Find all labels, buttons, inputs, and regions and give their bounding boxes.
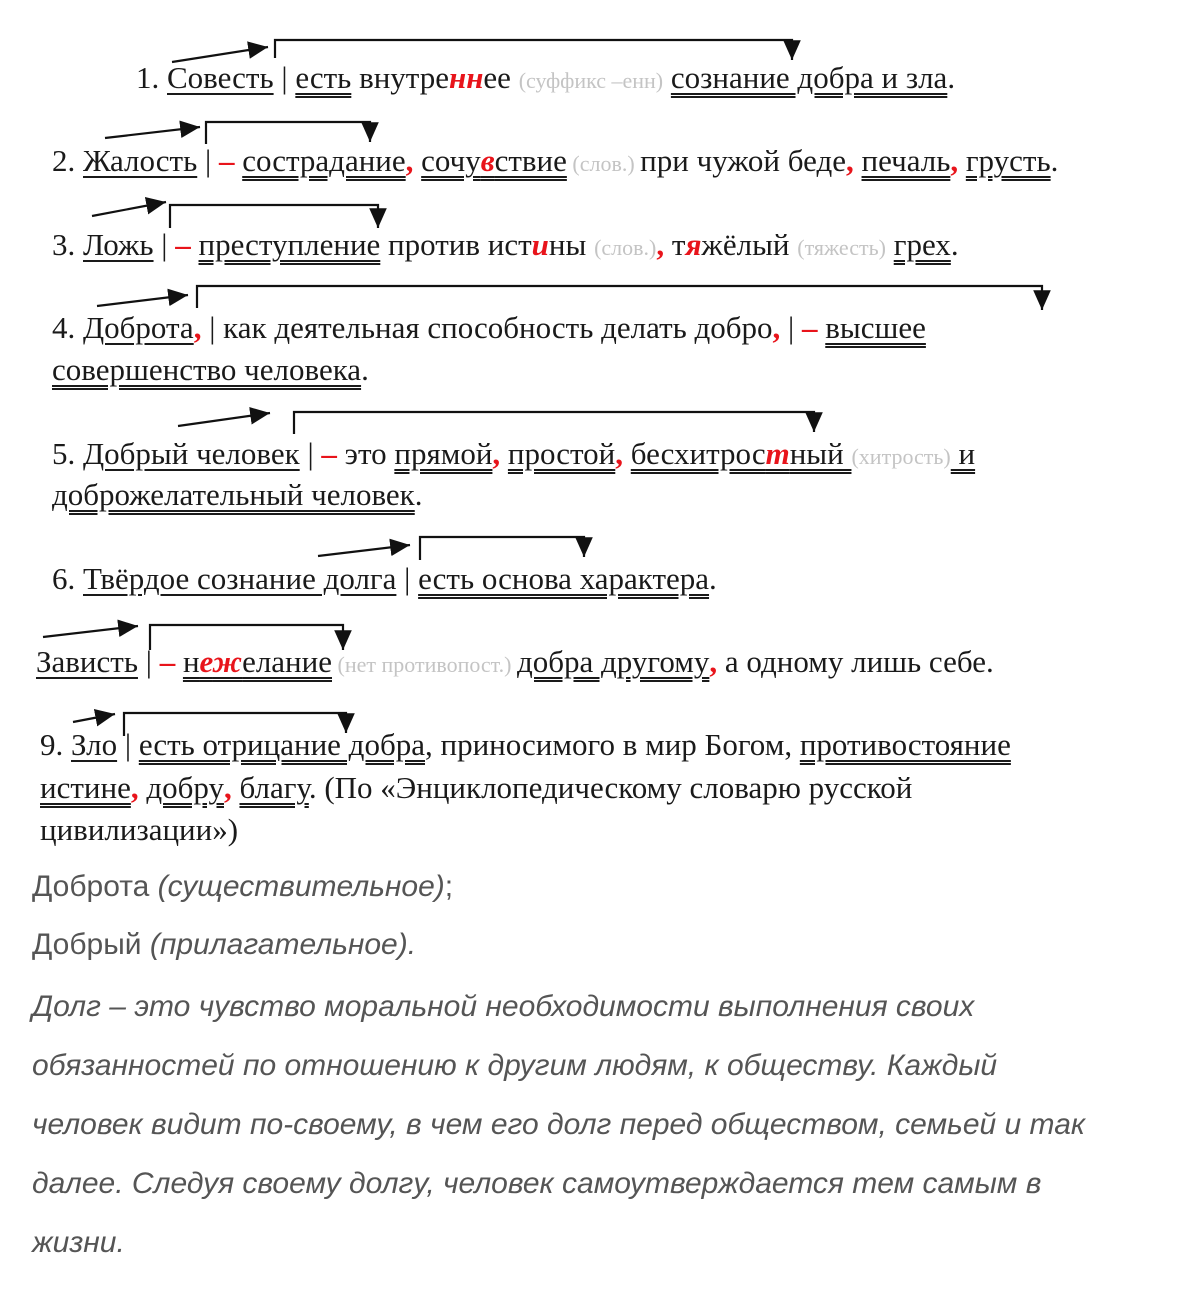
answer-adjective-word: Добрый xyxy=(32,928,150,961)
paragraph-line: обязанностей по отношению к другим людям, к обществу. Каждый xyxy=(32,1049,998,1082)
paragraph-line: жизни. xyxy=(32,1226,125,1259)
answer-noun-word: Доброта xyxy=(32,870,158,903)
sentence-2: 2. Жалость | – сострадание, сочувствие (слов.) при чужой беде, печаль, грусть. xyxy=(52,143,1059,178)
sentence-4: 4. Доброта, | как деятельная способность делать добро, | – высшее xyxy=(52,310,926,345)
answer-adjective-pos: (прилагательное). xyxy=(149,928,417,961)
sentence-3: 3. Ложь | – преступление против истины (слов.), тяжёлый (тяжесть) грех. xyxy=(52,227,959,262)
sentence-9: 9. Зло | есть отрицание добра, приносимого в мир Богом, противостояние xyxy=(40,727,1011,762)
paragraph-line: человек видит по-своему, в чем его долг перед обществом, семьей и так xyxy=(32,1108,1086,1141)
sentence-9-source: цивилизации») xyxy=(40,812,239,847)
duty-definition-paragraph xyxy=(32,977,1172,1272)
answer-noun-pos: (существительное) xyxy=(157,870,445,903)
sentence-5-cont: доброжелательный человек. xyxy=(52,477,423,512)
sentence-7: Зависть | – нежелание (нет противопост.) добра другому, а одному лишь себе. xyxy=(36,644,994,679)
sentence-5: 5. Добрый человек | – это прямой, простой, бесхитростный (хитрость) и xyxy=(52,436,976,471)
sentence-1: 1. Совесть | есть внутреннее (суффикс –енн) сознание добра и зла. xyxy=(136,60,956,95)
paragraph-line: Долг – это чувство моральной необходимости выполнения своих xyxy=(32,990,975,1023)
sentence-6: 6. Твёрдое сознание долга | есть основа характера. xyxy=(52,561,717,596)
paragraph-line: далее. Следуя своему долгу, человек самоутверждается тем самым в xyxy=(32,1167,1042,1200)
sentence-4-cont: совершенство человека. xyxy=(52,352,369,387)
answer-adjective xyxy=(32,928,416,962)
answer-noun: Доброта (существительное); xyxy=(32,870,454,903)
sentence-9-cont: истине, добру, благу. (По «Энциклопедическому словарю русской xyxy=(40,770,913,805)
